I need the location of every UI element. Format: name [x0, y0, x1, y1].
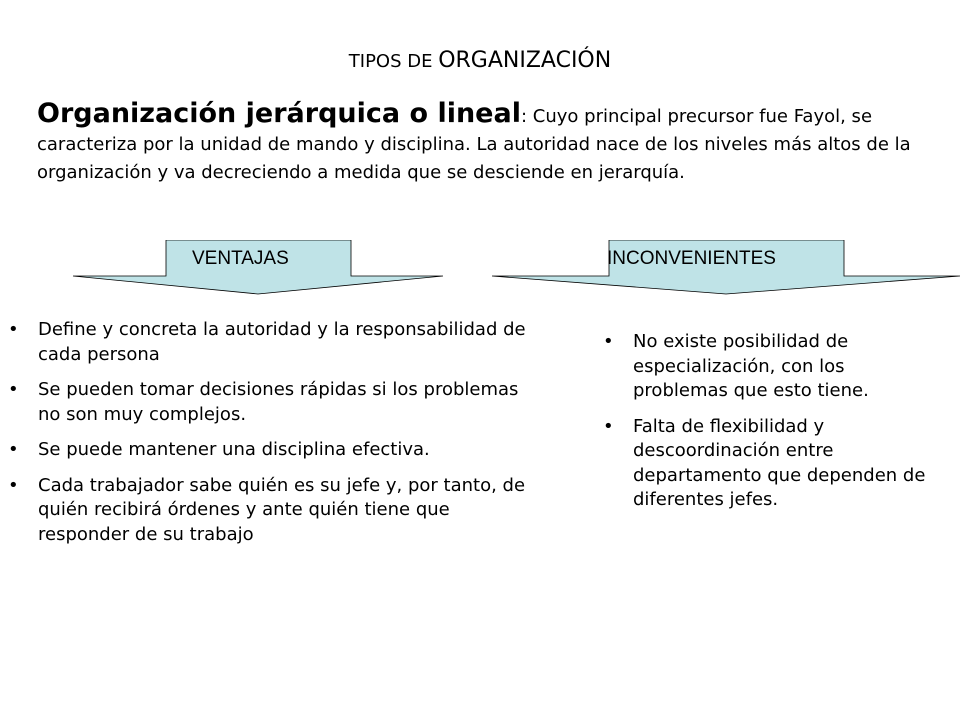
disadvantage-item: • No existe posibilidad de especialización, con los problemas que esto tiene.: [603, 330, 943, 404]
slide-title: [0, 40, 960, 78]
disadvantages-banner: [491, 240, 960, 296]
advantage-item: • Define y concreta la autoridad y la responsabilidad de cada persona: [8, 318, 528, 367]
slide-title-main: ORGANIZACIÓN: [438, 48, 612, 73]
advantage-item: • Se puede mantener una disciplina efectiva.: [8, 438, 528, 463]
advantages-list: [8, 318, 528, 558]
advantages-banner: [72, 240, 444, 296]
advantages-banner-label: VENTAJAS: [192, 248, 289, 269]
disadvantages-banner-label: INCONVENIENTES: [607, 248, 776, 269]
disadvantages-list: [603, 330, 943, 524]
intro-separator: :: [520, 106, 533, 127]
advantage-item: • Se pueden tomar decisiones rápidas si los problemas no son muy complejos.: [8, 378, 528, 427]
intro-heading: Organización jerárquica o lineal: [37, 98, 521, 129]
advantage-item: • Cada trabajador sabe quién es su jefe y, por tanto, de quién recibirá órdenes y ante quién tiene que responder de su trabajo: [8, 474, 528, 548]
slide-title-prefix: TIPOS DE: [348, 51, 439, 72]
disadvantage-item: • Falta de flexibilidad y descoordinación entre departamento que dependen de diferentes jefes.: [603, 415, 943, 513]
intro-text: Cuyo principal precursor fue Fayol, se caracteriza por la unidad de mando y disciplina. La autoridad nace de los niveles más altos de la organización y va decreciendo a medida que se desciende en jerarquía.: [37, 106, 911, 183]
intro-paragraph: [37, 100, 937, 187]
